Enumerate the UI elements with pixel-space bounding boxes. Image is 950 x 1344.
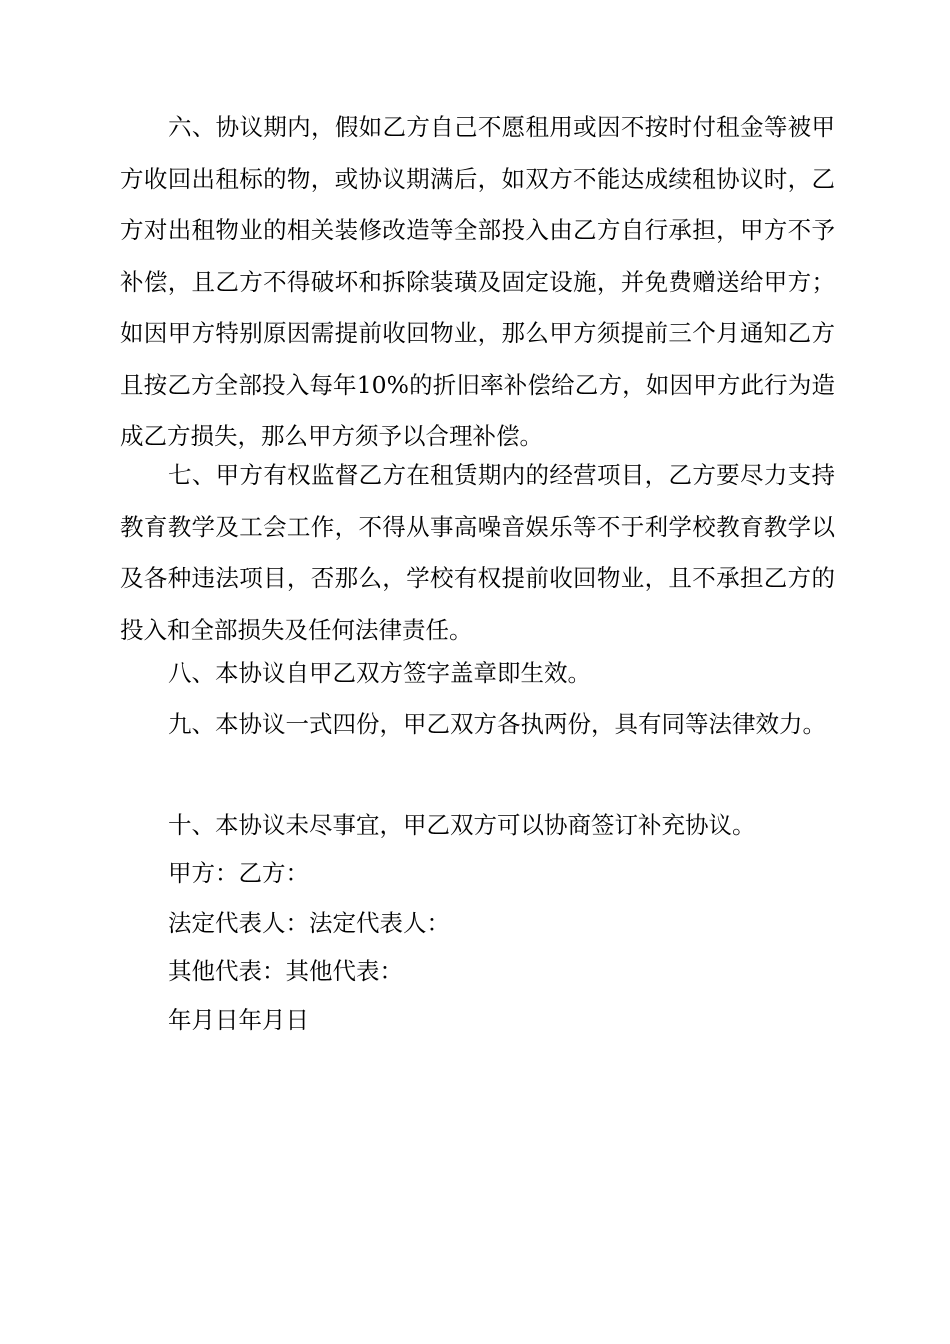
clause-nine: 九、本协议一式四份，甲乙双方各执两份，具有同等法律效力。: [168, 710, 826, 738]
signature-dates: 年月日年月日: [168, 1006, 309, 1034]
clause-ten: 十、本协议未尽事宜，甲乙双方可以协商签订补充协议。: [168, 811, 756, 839]
signature-legal-representatives: 法定代表人：法定代表人：: [168, 909, 450, 937]
signature-other-representatives: 其他代表：其他代表：: [168, 957, 403, 985]
signature-parties: 甲方：乙方：: [168, 859, 309, 887]
clause-seven: 七、甲方有权监督乙方在租赁期内的经营项目，乙方要尽力支持教育教学及工会工作，不得从事高噪音娱乐等不于利学校教育教学以及各种违法项目，否那么，学校有权提前收回物业，且不承担乙方的投入和全部损失及任何法律责任。: [120, 461, 835, 644]
clause-six: 六、协议期内，假如乙方自己不愿租用或因不按时付租金等被甲方收回出租标的物，或协议期满后，如双方不能达成续租协议时，乙方对出租物业的相关装修改造等全部投入由乙方自行承担，甲方不予补偿，且乙方不得破坏和拆除装璜及固定设施，并免费赠送给甲方；如因甲方特别原因需提前收回物业，那么甲方须提前三个月通知乙方且按乙方全部投入每年10%的折旧率补偿给乙方，如因甲方此行为造成乙方损失，那么甲方须予以合理补偿。: [120, 113, 835, 450]
clause-eight: 八、本协议自甲乙双方签字盖章即生效。: [168, 659, 591, 687]
